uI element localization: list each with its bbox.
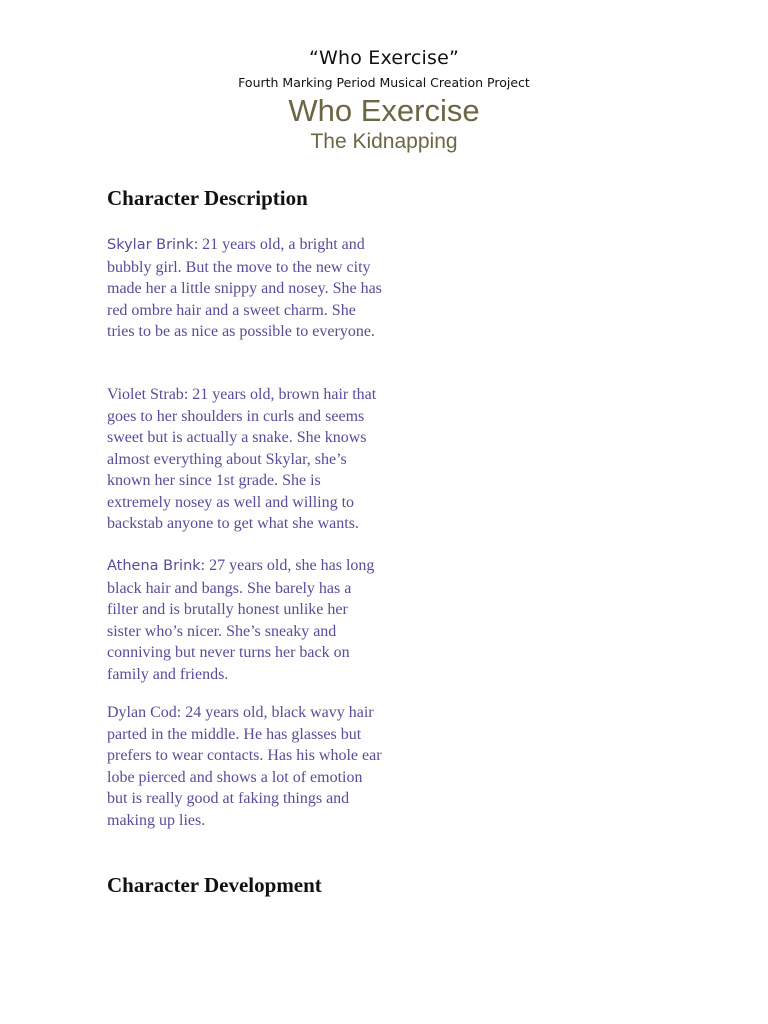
character-name: Athena Brink xyxy=(107,558,201,574)
character-separator: : xyxy=(193,236,203,253)
character-description: 24 years old, black wavy hair parted in the middle. He has glasses but prefers to wear contacts. Has his whole ear lobe pierced and shows a lot of emotion but is really good at faking things and making up lies. xyxy=(107,704,382,829)
document-title: Who Exercise xyxy=(288,93,480,128)
character-separator: : xyxy=(176,704,186,721)
character-description: 21 years old, brown hair that goes to her shoulders in curls and seems sweet but is actually a snake. She knows almost everything about Skylar, she’s known her since 1st grade. She is extremely nosey as well and willing to backstab anyone to get what she wants. xyxy=(107,386,377,532)
header-project-line: Fourth Marking Period Musical Creation Project xyxy=(238,75,530,90)
character-entry-athena xyxy=(107,555,382,685)
character-name: Skylar Brink xyxy=(107,237,194,253)
character-separator: : xyxy=(183,386,193,403)
character-name: Dylan Cod xyxy=(107,704,177,721)
character-description-heading: Character Description xyxy=(107,186,308,210)
character-name: Violet Strab xyxy=(107,386,184,403)
document-subtitle: The Kidnapping xyxy=(310,130,458,153)
character-entry-violet xyxy=(107,384,382,535)
character-separator: : xyxy=(200,557,210,574)
character-entry-dylan xyxy=(107,702,382,831)
character-description: 21 years old, a bright and bubbly girl. But the move to the new city made her a little snippy and nosey. She has red ombre hair and a sweet charm. She tries to be as nice as possible to everyone. xyxy=(107,236,382,340)
character-description: 27 years old, she has long black hair and bangs. She barely has a filter and is brutally honest unlike her sister who’s nicer. She’s sneaky and conniving but never turns her back on family and friends. xyxy=(107,557,375,683)
header-quote-title: “Who Exercise” xyxy=(308,47,460,69)
character-entry-skylar xyxy=(107,234,382,343)
character-development-heading: Character Development xyxy=(107,873,322,897)
